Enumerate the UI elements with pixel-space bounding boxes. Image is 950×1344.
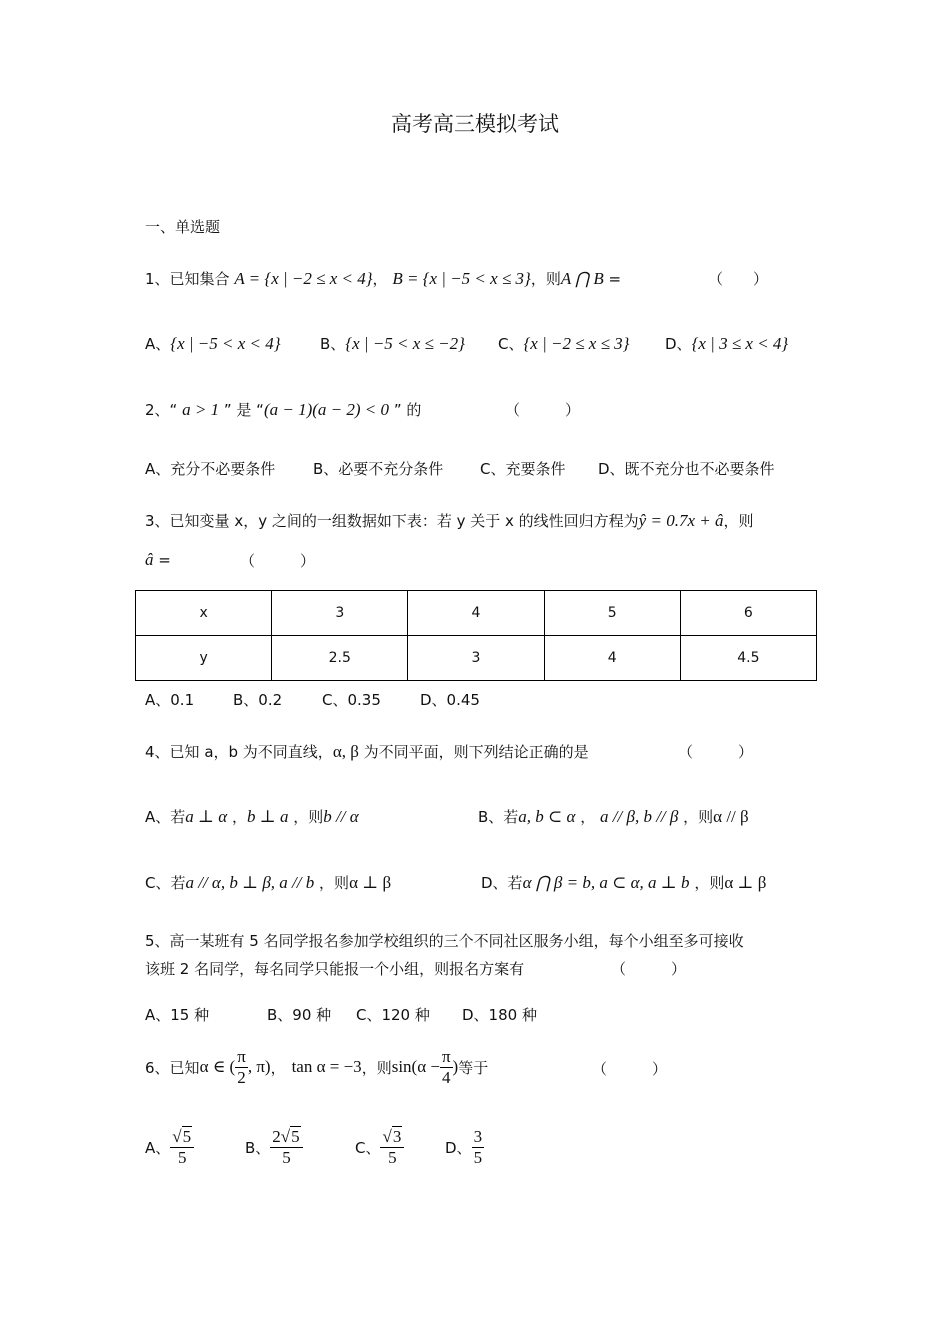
radicand: 5 (291, 1126, 300, 1146)
sin-expression: sin(α − (391, 1057, 440, 1076)
question-5-line-2: 该班 2 名同学，每名同学只能报一个小组，则报名方案有 (145, 960, 525, 978)
option-b (245, 1122, 303, 1172)
answer-parentheses: （ ） (611, 960, 687, 978)
fraction (170, 1127, 194, 1167)
fraction (380, 1127, 404, 1167)
separator: ， (231, 808, 247, 826)
question-text: 已知变量 x，y 之间的一组数据如下表：若 y 关于 x 的线性回归方程为 (169, 512, 639, 530)
separator: ， (372, 270, 388, 288)
question-1 (145, 268, 621, 289)
radicand: 3 (392, 1126, 402, 1146)
equals: = (153, 551, 171, 569)
table-cell: 4.5 (680, 636, 816, 681)
answer-parentheses: （ ） (592, 1060, 668, 1078)
separator: ， (270, 1058, 286, 1077)
question-text: 已知 a，b 为不同直线， (169, 743, 333, 761)
option-label: B、 (245, 1138, 271, 1157)
option-label: D、若 (481, 874, 523, 892)
option-a (145, 1122, 194, 1172)
separator: ， (580, 808, 596, 826)
paren-close: ) (452, 1057, 459, 1076)
question-text: ” 的 (393, 401, 422, 419)
option-value: {x | 3 ≤ x < 4} (691, 334, 789, 353)
option-label: A、 (145, 1138, 171, 1157)
table-cell: 2.5 (272, 636, 408, 681)
question-number: 6、 (145, 1058, 170, 1077)
option-a (145, 806, 359, 827)
sqrt-sign: √ (382, 1126, 392, 1146)
option-d: D、0.45 (420, 691, 480, 709)
option-d (481, 872, 766, 893)
coefficient: 2 (272, 1126, 281, 1146)
option-label: D、 (445, 1138, 472, 1157)
denominator: 5 (177, 1147, 187, 1167)
question-6 (145, 1044, 488, 1090)
option-d (445, 1122, 484, 1172)
option-value: {x | −5 < x ≤ −2} (345, 334, 465, 353)
answer-parentheses: （ ） (240, 552, 316, 570)
question-text: 已知集合 (169, 270, 230, 288)
option-text: ，则 (694, 874, 725, 892)
conclusion: α ⊥ β (349, 873, 392, 892)
option-b (478, 806, 749, 827)
question-text: ，则 (723, 512, 754, 530)
condition: a // β, b // β (600, 807, 679, 826)
answer-parentheses: （ ） (505, 401, 581, 419)
equals: = (603, 270, 622, 288)
radicand: 5 (182, 1126, 192, 1146)
page-title: 高考高三模拟考试 (391, 112, 559, 136)
option-b: B、90 种 (267, 1006, 332, 1024)
denominator: 5 (388, 1147, 397, 1167)
option-label: A、 (145, 335, 171, 353)
question-number: 1、 (145, 270, 170, 288)
data-table (135, 590, 817, 681)
regression-equation: ŷ = 0.7x + â (638, 511, 724, 530)
condition-1: a > 1 (182, 400, 220, 419)
table-cell: 4 (544, 636, 680, 681)
option-label: D、 (665, 335, 692, 353)
question-2 (145, 399, 421, 420)
option-b (320, 333, 465, 354)
tan-expression: tan α = −3 (291, 1057, 362, 1076)
interval-close: , π) (247, 1057, 271, 1076)
question-text: ” 是 “ (223, 401, 264, 419)
table-row (136, 591, 817, 636)
option-text: ，则 (293, 808, 324, 826)
question-text: ，则 (530, 270, 561, 288)
numerator (270, 1127, 302, 1148)
denominator: 5 (282, 1147, 291, 1167)
option-c: C、0.35 (322, 691, 381, 709)
option-c: C、充要条件 (480, 460, 566, 478)
table-cell: y (136, 636, 272, 681)
option-value: {x | −2 ≤ x ≤ 3} (523, 334, 630, 353)
option-text: ，则 (319, 874, 350, 892)
answer-parentheses: （ ） (678, 743, 754, 761)
option-value: {x | −5 < x < 4} (170, 334, 281, 353)
conclusion: b // α (323, 807, 359, 826)
answer-parentheses: （ ） (708, 270, 769, 288)
question-number: 3、 (145, 512, 170, 530)
option-a (145, 333, 281, 354)
option-a: A、0.1 (145, 691, 195, 709)
condition: a // α, b ⊥ β, a // b (185, 873, 315, 892)
condition-2: (a − 1)(a − 2) < 0 (263, 400, 390, 419)
sqrt-sign: √ (172, 1126, 182, 1146)
option-d: D、180 种 (462, 1006, 537, 1024)
condition: α ⋂ β = b, a ⊂ α, a ⊥ b (522, 873, 690, 892)
section-heading: 一、单选题 (145, 218, 221, 236)
table-cell: 3 (272, 591, 408, 636)
fraction (270, 1127, 302, 1167)
table-cell: 6 (680, 591, 816, 636)
option-b: B、必要不充分条件 (313, 460, 444, 478)
option-b: B、0.2 (233, 691, 283, 709)
question-number: 4、 (145, 743, 170, 761)
question-3 (145, 510, 753, 531)
quote: “ (169, 401, 178, 419)
conclusion: α ⊥ β (724, 873, 767, 892)
denominator: 2 (237, 1067, 246, 1087)
alpha-in: α ∈ ( (199, 1057, 236, 1076)
question-4 (145, 741, 589, 762)
table-cell: x (136, 591, 272, 636)
condition: b ⊥ a (246, 807, 289, 826)
option-label: A、若 (145, 808, 186, 826)
question-text: 为不同平面，则下列结论正确的是 (363, 743, 589, 761)
fraction-pi-over-4 (440, 1047, 453, 1087)
option-d (665, 333, 788, 354)
question-number: 2、 (145, 401, 170, 419)
numerator: π (237, 1046, 246, 1066)
fraction-pi-over-2 (235, 1047, 248, 1087)
set-a-expression: A = {x | −2 ≤ x < 4} (234, 269, 373, 288)
table-cell: 4 (408, 591, 544, 636)
option-label: B、若 (478, 808, 519, 826)
option-label: C、 (355, 1138, 381, 1157)
table-cell: 5 (544, 591, 680, 636)
question-3-line-2 (145, 550, 171, 570)
intersection-expression: A ⋂ B (560, 269, 604, 288)
numerator (380, 1127, 404, 1148)
greek-planes: α, β (332, 742, 359, 761)
numerator: π (441, 1046, 451, 1066)
numerator: 3 (473, 1126, 483, 1146)
numerator (170, 1127, 194, 1148)
option-label: C、 (498, 335, 524, 353)
conclusion: α // β (713, 807, 749, 826)
condition: a, b ⊂ α (518, 807, 576, 826)
option-d: D、既不充分也不必要条件 (598, 460, 775, 478)
condition: a ⊥ α (185, 807, 228, 826)
table-row (136, 636, 817, 681)
option-c (145, 872, 391, 893)
option-label: B、 (320, 335, 346, 353)
question-text: 已知 (169, 1058, 200, 1077)
option-label: C、若 (145, 874, 186, 892)
fraction (472, 1127, 485, 1167)
denominator: 5 (473, 1147, 483, 1167)
question-text: ，则 (361, 1058, 392, 1077)
table-cell: 3 (408, 636, 544, 681)
question-text: 等于 (458, 1058, 489, 1077)
a-hat: â (145, 550, 154, 569)
option-a: A、充分不必要条件 (145, 460, 276, 478)
option-c (498, 333, 629, 354)
option-text: ，则 (683, 808, 714, 826)
option-c (355, 1122, 404, 1172)
option-a: A、15 种 (145, 1006, 210, 1024)
set-b-expression: B = {x | −5 < x ≤ 3} (392, 269, 531, 288)
denominator: 4 (442, 1067, 451, 1087)
sqrt-sign: √ (280, 1126, 291, 1146)
question-5-line-1: 5、高一某班有 5 名同学报名参加学校组织的三个不同社区服务小组，每个小组至多可接收 (145, 932, 744, 950)
option-c: C、120 种 (356, 1006, 430, 1024)
